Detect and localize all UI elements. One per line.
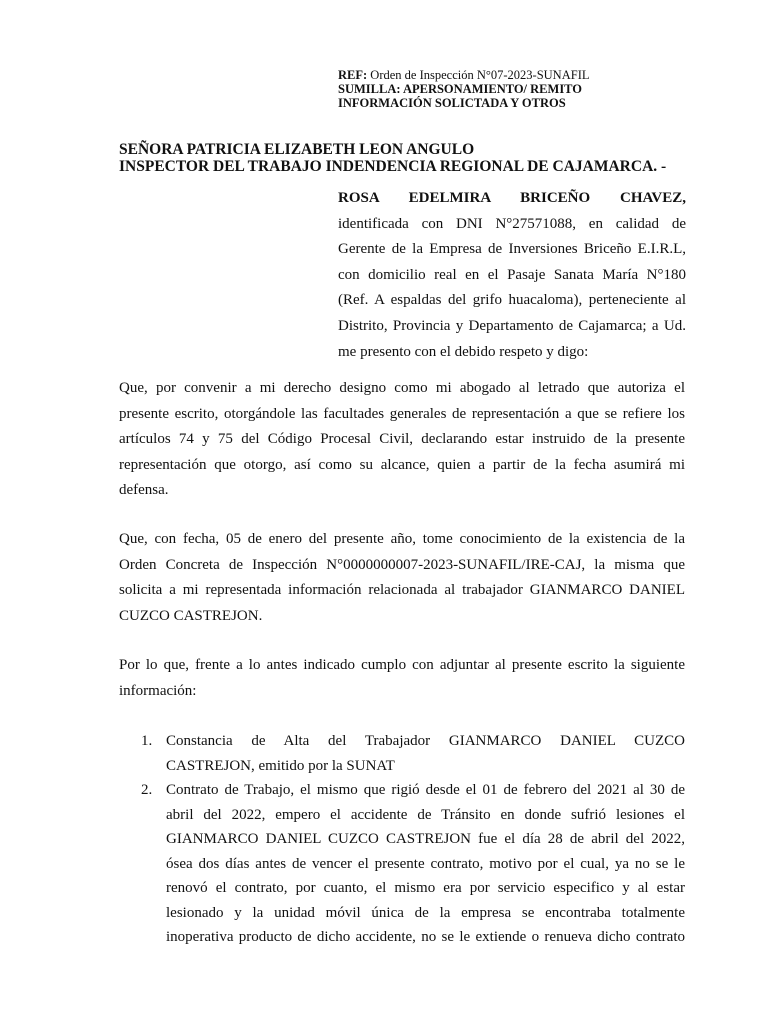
paragraph-attachments-intro: [119, 653, 685, 704]
paragraph-inspection-order: [119, 527, 685, 629]
paragraph-line: Orden Concreta de Inspección N°0000000007-2023-SUNAFIL/IRE-CAJ, la misma que: [119, 556, 685, 573]
sumilla-line: INFORMACIÓN SOLICTADA Y OTROS: [338, 96, 566, 110]
sender-line: me presento con el debido respeto y digo:: [338, 343, 589, 360]
list-item-line: lesionado y la unidad móvil única de la empresa se encontraba totalmente: [166, 904, 685, 921]
list-item-line: CASTREJON, emitido por la SUNAT: [166, 757, 395, 774]
paragraph-line: representación que otorgo, así como su alcance, quien a partir de la fecha asumirá mi: [119, 456, 685, 473]
paragraph-line: artículos 74 y 75 del Código Procesal Civil, declarando estar instruido de la presente: [119, 431, 685, 448]
list-item-line: abril del 2022, empero el accidente de Tránsito en donde sufrió lesiones el: [166, 806, 685, 823]
paragraph-line: Que, por convenir a mi derecho designo como mi abogado al letrado que autoriza el: [119, 380, 685, 396]
list-item-line: inoperativa producto de dicho accidente, no se le extiende o renueva dicho contrato: [166, 929, 685, 945]
list-item: [119, 778, 685, 950]
reference-block: [338, 68, 698, 110]
paragraph-line: presente escrito, otorgándole las facultades generales de representación a que se refiere los: [119, 405, 685, 422]
attachments-list: [119, 729, 685, 950]
paragraph-line: defensa.: [119, 482, 169, 499]
addressee-block: [119, 141, 719, 175]
sumilla-line: SUMILLA: APERSONAMIENTO/ REMITO: [338, 82, 583, 96]
paragraph-line: información:: [119, 682, 197, 699]
list-item-number: 1.: [141, 733, 153, 749]
sender-line: (Ref. A espaldas del grifo huacaloma), perteneciente al: [338, 292, 686, 309]
list-item-line: renovó el contrato, por cuanto, el mismo era por servicio especifico y al estar: [166, 880, 685, 896]
ref-label: REF:: [338, 68, 368, 82]
addressee-title: INSPECTOR DEL TRABAJO INDENDENCIA REGIONAL DE CAJAMARCA. -: [119, 158, 667, 175]
list-item-line: Constancia de Alta del Trabajador GIANMARCO DANIEL CUZCO: [166, 733, 685, 749]
sender-line: identificada con DNI N°27571088, en calidad de: [338, 215, 686, 232]
list-item-line: Contrato de Trabajo, el mismo que rigió desde el 01 de febrero del 2021 al 30 de: [166, 782, 685, 798]
paragraph-line: Por lo que, frente a lo antes indicado cumplo con adjuntar al presente escrito la siguiente: [119, 657, 685, 673]
sender-name: ROSA EDELMIRA BRICEÑO CHAVEZ,: [338, 190, 686, 206]
list-item-number: 2.: [141, 782, 153, 798]
paragraph-line: CUZCO CASTREJON.: [119, 607, 263, 624]
sender-line: Distrito, Provincia y Departamento de Cajamarca; a Ud.: [338, 317, 686, 334]
paragraph-line: solicita a mi representada información relacionada al trabajador GIANMARCO DANIEL: [119, 582, 685, 599]
sender-line: con domicilio real en el Pasaje Sanata María N°180: [338, 266, 686, 283]
sender-line: Gerente de la Empresa de Inversiones Briceño E.I.R.L,: [338, 241, 686, 258]
list-item: [119, 729, 685, 778]
list-item-line: ósea dos días antes de vencer el presente contrato, motivo por el cual, ya no se le: [166, 855, 685, 872]
sender-block: [338, 186, 686, 365]
paragraph-line: Que, con fecha, 05 de enero del presente año, tome conocimiento de la existencia de la: [119, 531, 685, 547]
list-item-line: GIANMARCO DANIEL CUZCO CASTREJON fue el día 28 de abril del 2022,: [166, 831, 685, 847]
ref-line: [338, 68, 698, 82]
addressee-name: SEÑORA PATRICIA ELIZABETH LEON ANGULO: [119, 141, 475, 158]
ref-text: Orden de Inspección N°07-2023-SUNAFIL: [367, 68, 590, 82]
paragraph-designation: [119, 376, 685, 504]
